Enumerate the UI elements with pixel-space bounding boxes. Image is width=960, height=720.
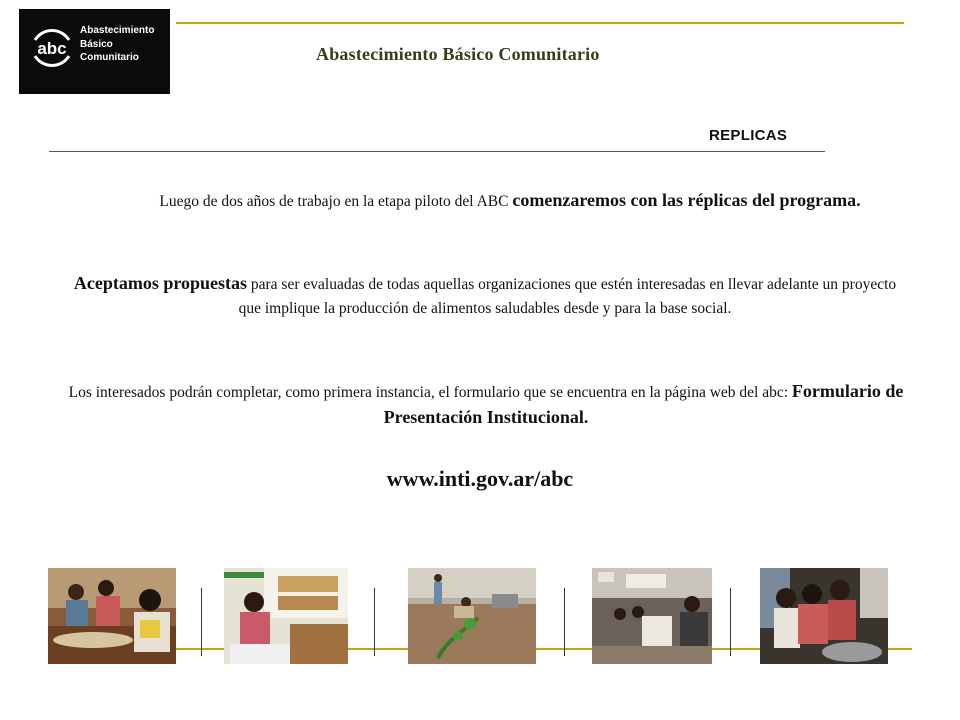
- logo-mark-text: abc: [37, 39, 67, 58]
- photo-women-kneading-dough: [48, 568, 176, 664]
- section-divider: [49, 151, 825, 152]
- photo-woman-bakery: [224, 568, 348, 664]
- photo-separator: [374, 588, 375, 656]
- paragraph-form: [66, 379, 906, 431]
- photo-community-kitchen: [592, 568, 712, 664]
- paragraph-intro: [130, 188, 890, 214]
- website-link[interactable]: www.inti.gov.ar/abc: [386, 466, 574, 491]
- photo-women-cooking: [760, 568, 888, 664]
- proposals-text: para ser evaluadas de todas aquellas organizaciones que estén interesadas en llevar adelante un proyecto que implique la producción de alimentos saludables desde y para la base social.: [238, 276, 897, 317]
- section-title: REPLICAS: [709, 127, 788, 144]
- proposals-emphasis: Aceptamos propuestas: [73, 273, 248, 293]
- header-gold-rule: [176, 22, 904, 24]
- photo-separator: [730, 588, 731, 656]
- form-link[interactable]: Formulario de Presentación Institucional.: [383, 381, 904, 427]
- logo-line-1: Abastecimiento: [80, 25, 155, 36]
- form-text: Los interesados podrán completar, como primera instancia, el formulario que se encuentra en la página web del abc:: [68, 384, 792, 401]
- intro-emphasis: comenzaremos con las réplicas del programa.: [512, 190, 861, 210]
- logo-line-2: Básico: [80, 38, 113, 50]
- abc-logo: [19, 9, 170, 94]
- abc-logo-mark: [27, 23, 77, 73]
- photo-separator: [201, 588, 202, 656]
- paragraph-proposals: [68, 272, 902, 320]
- logo-line-3: Comunitario: [80, 52, 139, 63]
- photo-separator: [564, 588, 565, 656]
- photo-community-garden: [408, 568, 536, 664]
- site-title: Abastecimiento Básico Comunitario: [316, 44, 600, 64]
- intro-text: Luego de dos años de trabajo en la etapa piloto del ABC: [159, 193, 513, 210]
- logo-wordmark: [80, 24, 154, 65]
